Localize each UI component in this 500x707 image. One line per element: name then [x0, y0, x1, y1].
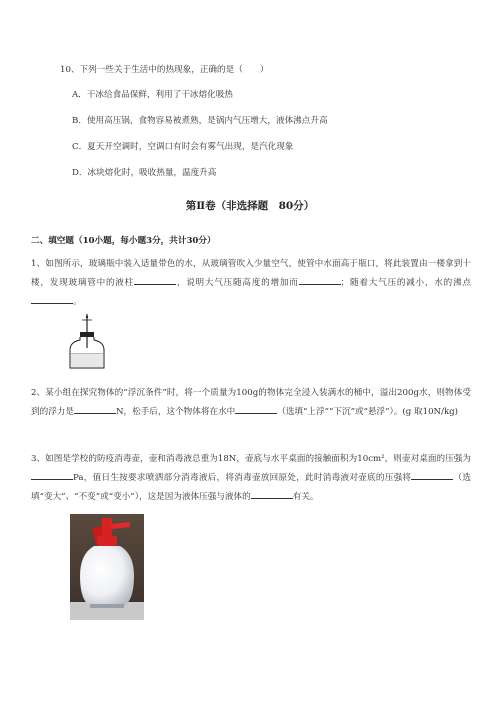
question-2-text-a: 2、某小组在探究物体的“浮沉条件”时，将一个质量为100g的物体完全浸入装满水的桶中，溢出200g水，则物体受到的浮力是	[31, 388, 471, 417]
answer-blank[interactable]	[411, 470, 453, 480]
question-3	[31, 450, 471, 507]
question-3-text-a: 3、如图是学校的防疫消毒壶，壶和消毒液总重为18N，壶底与水平桌面的接触面积为10cm²，则壶对桌面的压强为	[31, 454, 471, 464]
question-1	[31, 255, 471, 312]
bottle-figure	[60, 312, 110, 372]
question-10-option-a: A．干冰给食品保鲜，利用了干冰熔化吸热	[72, 90, 233, 100]
question-10-option-b: B．使用高压锅，食物容易被煮熟，是锅内气压增大，液体沸点升高	[72, 116, 328, 126]
answer-blank[interactable]	[31, 294, 73, 304]
answer-blank[interactable]	[74, 404, 116, 414]
answer-blank[interactable]	[251, 489, 293, 499]
question-10-option-d: D．冰块熔化时，吸收热量，温度升高	[72, 168, 217, 178]
answer-blank[interactable]	[299, 275, 341, 285]
question-1-text-d: 。	[73, 297, 82, 307]
section-heading: 二、填空题（10小题，每小题3分，共计30分）	[31, 236, 216, 246]
question-3-text-d: 有关。	[292, 492, 319, 502]
question-3-text-c: （选填“变大”、“不变”或“变小”），这是因为液体压强与液体的	[31, 473, 471, 502]
question-2-text-b: N，松手后，这个物体将在水中	[115, 407, 236, 417]
answer-blank[interactable]	[134, 275, 176, 285]
question-3-text-b: Pa，值日生按要求喷洒部分消毒液后，将消毒壶放回原处，此时消毒液对壶底的压强将	[73, 473, 412, 483]
answer-blank[interactable]	[235, 404, 277, 414]
part-title: 第Ⅱ卷（非选择题 80分）	[185, 200, 315, 212]
question-1-text-a: 1、如图所示，玻璃瓶中装入适量带色的水，从玻璃管吹入少量空气，使管中水面高于瓶口，将此装置由一楼拿到十楼，发现玻璃管中的液柱	[31, 259, 471, 288]
answer-blank[interactable]	[31, 470, 73, 480]
question-1-text-b: ，说明大气压随高度的增加而	[176, 278, 299, 288]
question-10-stem: 10、下列一些关于生活中的热现象，正确的是（ ）	[60, 65, 269, 75]
spray-bottle-photo	[70, 514, 144, 620]
question-10-option-c: C．夏天开空调时，空调口有时会有雾气出现，是汽化现象	[72, 142, 294, 152]
question-1-text-c: ；随着大气压的减小，水的沸点	[340, 278, 471, 288]
question-2-text-c: （选填“上浮”“下沉”或“悬浮”）。(g 取10N/kg)	[277, 407, 459, 417]
question-2	[31, 384, 471, 422]
